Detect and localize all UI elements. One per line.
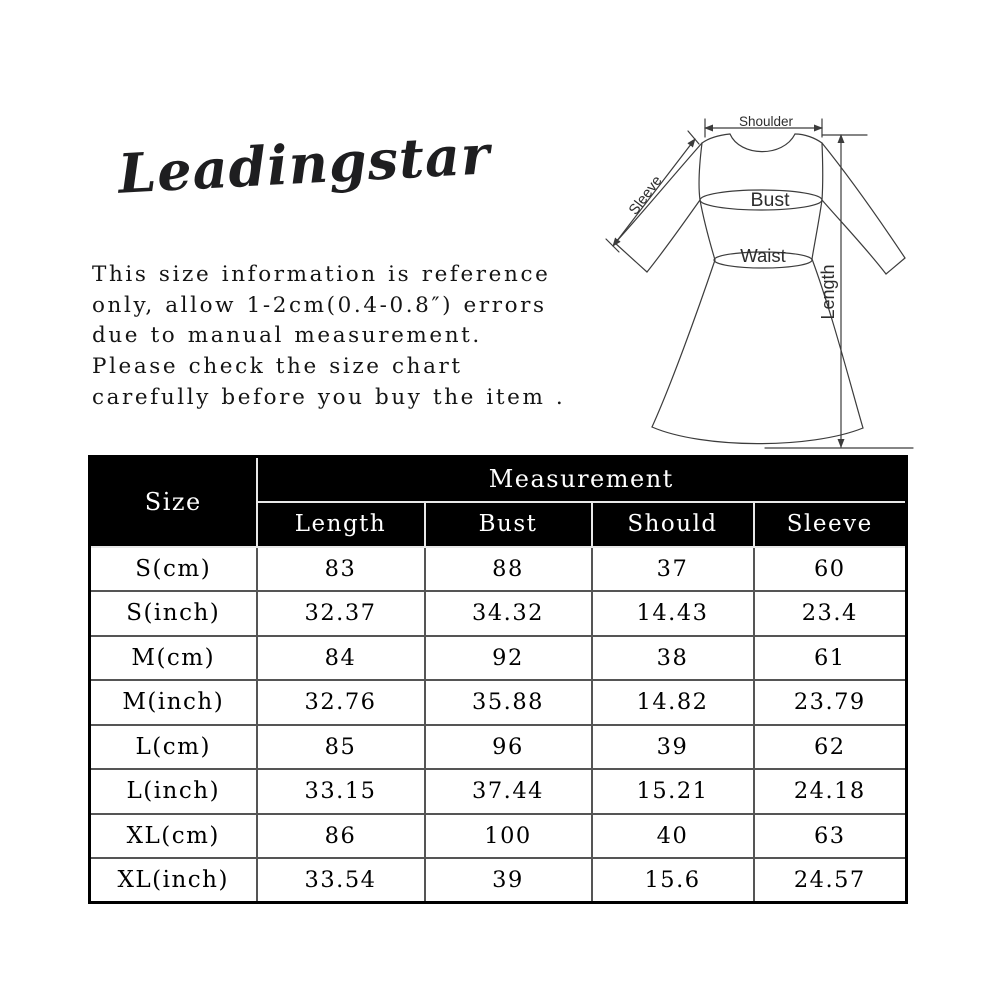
size-note: [92, 260, 565, 414]
value-cell: 84: [257, 636, 425, 681]
brand-logo: Leadingstar: [116, 122, 492, 206]
note-line-4: Please check the size chart: [92, 354, 463, 380]
note-line-5: carefully before you buy the item .: [92, 384, 566, 410]
column-header-sleeve: Sleeve: [754, 502, 907, 547]
size-cell: L(inch): [90, 769, 257, 814]
value-cell: 15.21: [592, 769, 754, 814]
value-cell: 14.43: [592, 591, 754, 636]
table-header-size: Size: [90, 457, 257, 547]
value-cell: 39: [425, 858, 592, 903]
table-row: [90, 858, 907, 903]
value-cell: 23.79: [754, 680, 907, 725]
size-cell: M(cm): [90, 636, 257, 681]
table-row: [90, 680, 907, 725]
value-cell: 61: [754, 636, 907, 681]
value-cell: 24.57: [754, 858, 907, 903]
waist-label: Waist: [740, 245, 786, 266]
column-header-bust: Bust: [425, 502, 592, 547]
table-row: [90, 591, 907, 636]
value-cell: 24.18: [754, 769, 907, 814]
size-cell: XL(cm): [90, 814, 257, 859]
table-row: [90, 725, 907, 770]
length-label: Length: [818, 264, 838, 320]
value-cell: 39: [592, 725, 754, 770]
value-cell: 63: [754, 814, 907, 859]
shoulder-label: Shoulder: [738, 114, 794, 129]
value-cell: 92: [425, 636, 592, 681]
value-cell: 35.88: [425, 680, 592, 725]
value-cell: 85: [257, 725, 425, 770]
size-cell: M(inch): [90, 680, 257, 725]
value-cell: 62: [754, 725, 907, 770]
value-cell: 38: [592, 636, 754, 681]
column-header-should: Should: [592, 502, 754, 547]
value-cell: 15.6: [592, 858, 754, 903]
size-table-body: [90, 547, 907, 903]
value-cell: 100: [425, 814, 592, 859]
value-cell: 33.15: [257, 769, 425, 814]
size-table-header: [90, 457, 907, 547]
sleeve-label: Sleeve: [626, 173, 666, 219]
value-cell: 23.4: [754, 591, 907, 636]
size-cell: S(cm): [90, 547, 257, 592]
value-cell: 34.32: [425, 591, 592, 636]
table-row: [90, 814, 907, 859]
dimension-lines: [606, 119, 913, 448]
dress-measurement-diagram: [585, 95, 995, 460]
value-cell: 33.54: [257, 858, 425, 903]
size-cell: S(inch): [90, 591, 257, 636]
table-header-measurement: Measurement: [257, 457, 907, 502]
value-cell: 88: [425, 547, 592, 592]
column-header-length: Length: [257, 502, 425, 547]
note-line-1: This size information is reference: [92, 262, 551, 287]
size-cell: XL(inch): [90, 858, 257, 903]
value-cell: 37.44: [425, 769, 592, 814]
size-cell: L(cm): [90, 725, 257, 770]
value-cell: 37: [592, 547, 754, 592]
table-row: [90, 769, 907, 814]
table-row: [90, 636, 907, 681]
value-cell: 32.76: [257, 680, 425, 725]
bust-label: Bust: [750, 189, 790, 211]
value-cell: 32.37: [257, 591, 425, 636]
size-table: [88, 455, 908, 904]
value-cell: 14.82: [592, 680, 754, 725]
note-line-2: only, allow 1-2cm(0.4-0.8″) errors: [92, 292, 547, 318]
value-cell: 40: [592, 814, 754, 859]
value-cell: 96: [425, 725, 592, 770]
value-cell: 83: [257, 547, 425, 592]
note-line-3: due to manual measurement.: [92, 323, 482, 349]
value-cell: 60: [754, 547, 907, 592]
table-row: [90, 547, 907, 592]
value-cell: 86: [257, 814, 425, 859]
